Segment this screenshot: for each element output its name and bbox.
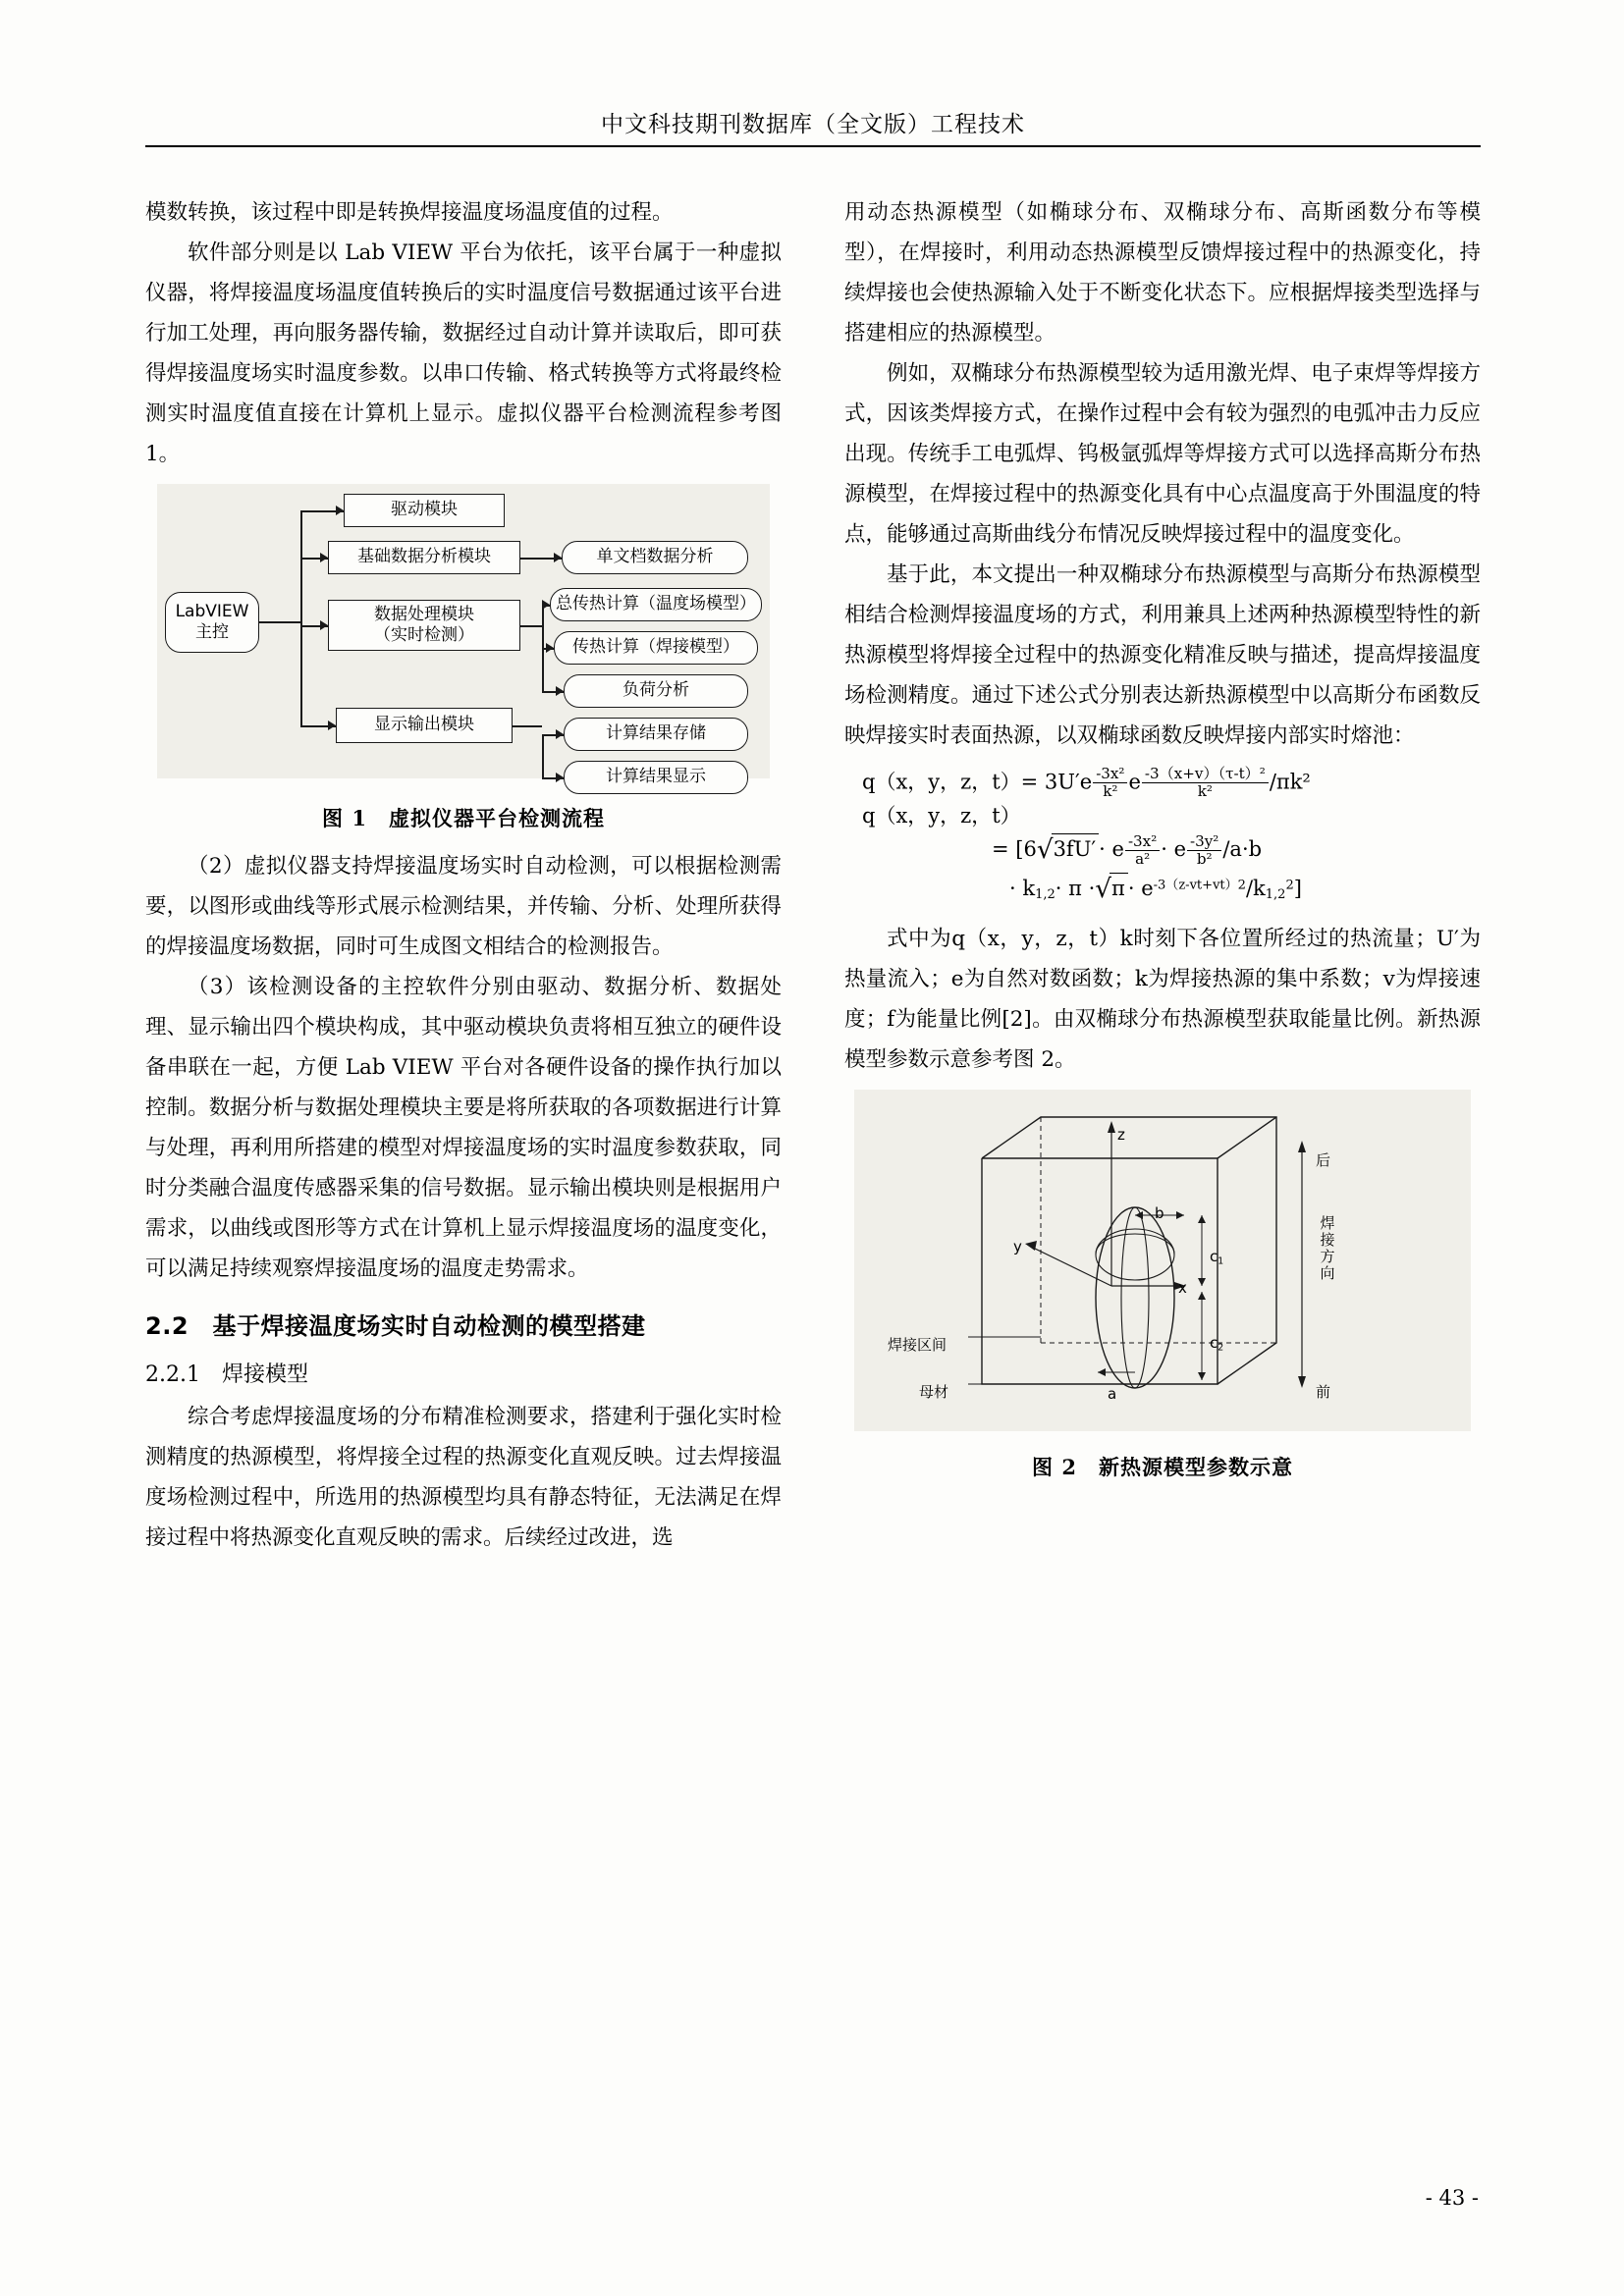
- flow-node-result-show: 计算结果显示: [564, 761, 748, 794]
- radical-symbol: √: [1036, 835, 1054, 866]
- connector-arrow: [542, 600, 550, 610]
- superscript: 2: [1285, 878, 1294, 893]
- connector: [513, 725, 542, 727]
- connector: [300, 510, 302, 725]
- paragraph: 综合考虑焊接温度场的分布精准检测要求，搭建利于强化实时检测精度的热源模型，将焊接全过程的热源变化直观反映。过去焊接温度场检测过程中，所选用的热源模型均具有静态特征，无法满足在焊接过程中将热源变化直观反映的需求。后续经过改进，选: [145, 1405, 782, 1550]
- formula-block: [844, 766, 1481, 909]
- c1-base: c: [1210, 1248, 1218, 1266]
- label-weld-direction: 焊 接 方 向: [1320, 1214, 1335, 1283]
- figure-2: [844, 1090, 1481, 1443]
- numerator: -3y²: [1187, 833, 1221, 851]
- subsection-heading: 2.2.1 焊接模型: [145, 1362, 308, 1387]
- paragraph: 用动态热源模型（如椭球分布、双椭球分布、高斯函数分布等模型），在焊接时，利用动态热源模型反馈焊接过程中的热源变化，持续焊接也会使热源输入处于不断变化状态下。应根据焊接类型选择与搭建相应的热源模型。: [844, 200, 1481, 346]
- flow-node-single-doc: 单文档数据分析: [562, 541, 748, 574]
- subscript: 1,2: [1265, 886, 1286, 902]
- header-divider: [145, 145, 1481, 147]
- flow-node-heat-transfer: 传热计算（焊接模型）: [554, 631, 758, 665]
- c2-sub: 2: [1218, 1342, 1224, 1354]
- numerator: -3x²: [1093, 766, 1127, 783]
- paragraph: 模数转换，该过程中即是转换焊接温度场温度值的过程。: [145, 200, 674, 225]
- paragraph: 例如，双椭球分布热源模型较为适用激光焊、电子束焊等焊接方式，因该类焊接方式，在操作过程中会有较为强烈的电弧冲击力反应出现。传统手工电弧焊、钨极氩弧焊等焊接方式可以选择高斯分布热源模型，在焊接过程中的热源变化具有中心点温度高于外围温度的特点，能够通过高斯曲线分布情况反映焊接过程中的温度变化。: [844, 361, 1481, 547]
- formula-line-2: q（x，y，z，t）: [862, 803, 1021, 828]
- c2-base: c: [1210, 1334, 1218, 1353]
- flow-node-root: [165, 592, 259, 653]
- label-weld-zone: 焊接区间: [888, 1336, 947, 1355]
- denominator: a²: [1135, 850, 1151, 869]
- numerator: -3x²: [1125, 833, 1160, 851]
- formula-div: /k: [1245, 876, 1266, 900]
- figure-2-caption: 图 2 新热源模型参数示意: [1032, 1455, 1293, 1480]
- figure-2-image: [854, 1090, 1471, 1431]
- connector-arrow: [556, 773, 564, 782]
- exponent-fraction-4: [1187, 833, 1221, 869]
- exponent-fraction-3: [1125, 833, 1160, 869]
- section-heading: 2.2 基于焊接温度场实时自动检测的模型搭建: [145, 1312, 646, 1340]
- connector-arrow: [556, 686, 564, 696]
- radicand: 3fU′: [1052, 833, 1100, 866]
- subscript: 1,2: [1035, 886, 1056, 902]
- numerator: -3（x+v）（τ-t）²: [1142, 766, 1269, 783]
- label-back: 后: [1316, 1151, 1331, 1170]
- dimension-label-b: b: [1155, 1204, 1164, 1223]
- formula-end: ]: [1293, 876, 1302, 900]
- denominator: k²: [1103, 782, 1118, 801]
- exponent-fraction-2: [1142, 766, 1269, 801]
- figure-1: [145, 480, 782, 794]
- page-number: - 43 -: [1425, 2186, 1479, 2210]
- formula-tail: /a·b: [1222, 837, 1263, 862]
- formula-e2: e: [1128, 770, 1141, 794]
- figure-1-caption: 图 1 虚拟仪器平台检测流程: [322, 806, 605, 830]
- radicand: π: [1110, 873, 1128, 905]
- paragraph: （3）该检测设备的主控软件分别由驱动、数据分析、数据处理、显示输出四个模块构成，其中驱动模块负责将相互独立的硬件设备串联在一起，方便 Lab VIEW 平台对各硬件设备的操作执行加以控制。数据分析与数据处理模块主要是将所获取的各项数据进行计算与处理，再利用所搭建的模型对焊接温度场的实时温度参数获取，同时分类融合温度传感器采集的信号数据。显示输出模块则是根据用户需求，以曲线或图形等方式在计算机上显示焊接温度场的温度变化，可以满足持续观察焊接温度场的温度走势需求。: [145, 975, 782, 1281]
- label-base-metal: 母材: [919, 1383, 949, 1402]
- denominator: b²: [1196, 850, 1213, 869]
- formula-line-3: [844, 831, 1481, 870]
- connector-arrow: [554, 553, 562, 562]
- page-header: 中文科技期刊数据库（全文版）工程技术: [601, 112, 1025, 137]
- flow-node-drive: 驱动模块: [344, 494, 505, 527]
- formula-mid: · e: [1127, 876, 1154, 900]
- connector-arrow: [320, 553, 328, 562]
- left-column: [145, 192, 782, 1558]
- formula-prefix: = [6: [992, 837, 1037, 862]
- dimension-label-c1: [1210, 1237, 1223, 1281]
- formula-prefix: · k: [1009, 876, 1036, 900]
- dimension-label-a: a: [1108, 1385, 1117, 1404]
- radical-symbol: √: [1095, 874, 1112, 904]
- exponent-body: -3（z-vt+vt）: [1153, 878, 1238, 893]
- connector: [520, 625, 542, 627]
- flow-node-result-store: 计算结果存储: [564, 718, 748, 751]
- flow-node-data-process-line2: （实时检测）: [374, 625, 474, 645]
- connector-arrow: [336, 506, 344, 515]
- c1-sub: 1: [1218, 1255, 1224, 1267]
- connector: [542, 734, 544, 777]
- paragraph: 软件部分则是以 Lab VIEW 平台为依托，该平台属于一种虚拟仪器，将焊接温度场温度值转换后的实时温度信号数据通过该平台进行加工处理，再向服务器传输，数据经过自动计算并读取后，即可获得焊接温度场实时温度参数。以串口传输、格式转换等方式将最终检测实时温度值直接在计算机上显示。虚拟仪器平台检测流程参考图 1。: [145, 240, 782, 466]
- formula-line-4: [844, 871, 1481, 909]
- connector-arrow: [546, 643, 554, 653]
- flow-node-load-analysis: 负荷分析: [564, 674, 748, 708]
- flow-node-data-process-line1: 数据处理模块: [374, 604, 474, 624]
- connector: [259, 621, 300, 623]
- flow-node-root-line1: LabVIEW: [175, 601, 249, 621]
- formula-tail: /πk²: [1269, 770, 1311, 794]
- label-front: 前: [1316, 1383, 1331, 1402]
- axis-label-y: y: [1013, 1238, 1022, 1256]
- connector-arrow: [556, 729, 564, 739]
- formula-mid: · e: [1099, 837, 1124, 862]
- flow-node-total-heat: 总传热计算（温度场模型）: [550, 588, 762, 621]
- paragraph: （2）虚拟仪器支持焊接温度场实时自动检测，可以根据检测需要，以图形或曲线等形式展示检测结果，并传输、分析、处理所获得的焊接温度场数据，同时可生成图文相结合的检测报告。: [145, 854, 782, 959]
- denominator: k²: [1197, 782, 1213, 801]
- flow-node-root-line2: 主控: [195, 622, 229, 642]
- connector-arrow: [328, 721, 336, 730]
- exponent: [1154, 878, 1246, 892]
- formula-lhs: q（x，y，z，t）= 3U′e: [862, 770, 1093, 794]
- flow-node-display-output: 显示输出模块: [336, 708, 513, 743]
- exponent-power: 2: [1237, 878, 1246, 893]
- formula-line-1: [844, 766, 1481, 801]
- paragraph: 式中为q（x，y，z，t）k时刻下各位置所经过的热流量；U′为热量流入；e为自然对数函数；k为焊接热源的集中系数；v为焊接速度；f为能量比例[2]。由双椭球分布热源模型获取能量比例。新热源模型参数示意参考图 2。: [844, 927, 1481, 1073]
- exponent-fraction-1: [1093, 766, 1127, 801]
- right-column: [844, 192, 1481, 1495]
- figure-1-image: [157, 484, 770, 787]
- connector-arrow: [320, 620, 328, 630]
- flow-node-data-process: [328, 600, 520, 651]
- axis-label-x: x: [1178, 1279, 1187, 1298]
- formula-dot: · e: [1161, 837, 1187, 862]
- formula-pi: · π ·: [1055, 876, 1096, 900]
- flow-node-basic-analysis: 基础数据分析模块: [328, 541, 520, 574]
- dimension-label-c2: [1210, 1323, 1223, 1367]
- paragraph: 基于此，本文提出一种双椭球分布热源模型与高斯分布热源模型相结合检测焊接温度场的方式，利用兼具上述两种热源模型特性的新热源模型将焊接全过程中的热源变化精准反映与描述，提高焊接温度场检测精度。通过下述公式分别表达新热源模型中以高斯分布函数反映焊接实时表面热源，以双椭球函数反映焊接内部实时熔池：: [844, 562, 1481, 748]
- axis-label-z: z: [1117, 1126, 1125, 1145]
